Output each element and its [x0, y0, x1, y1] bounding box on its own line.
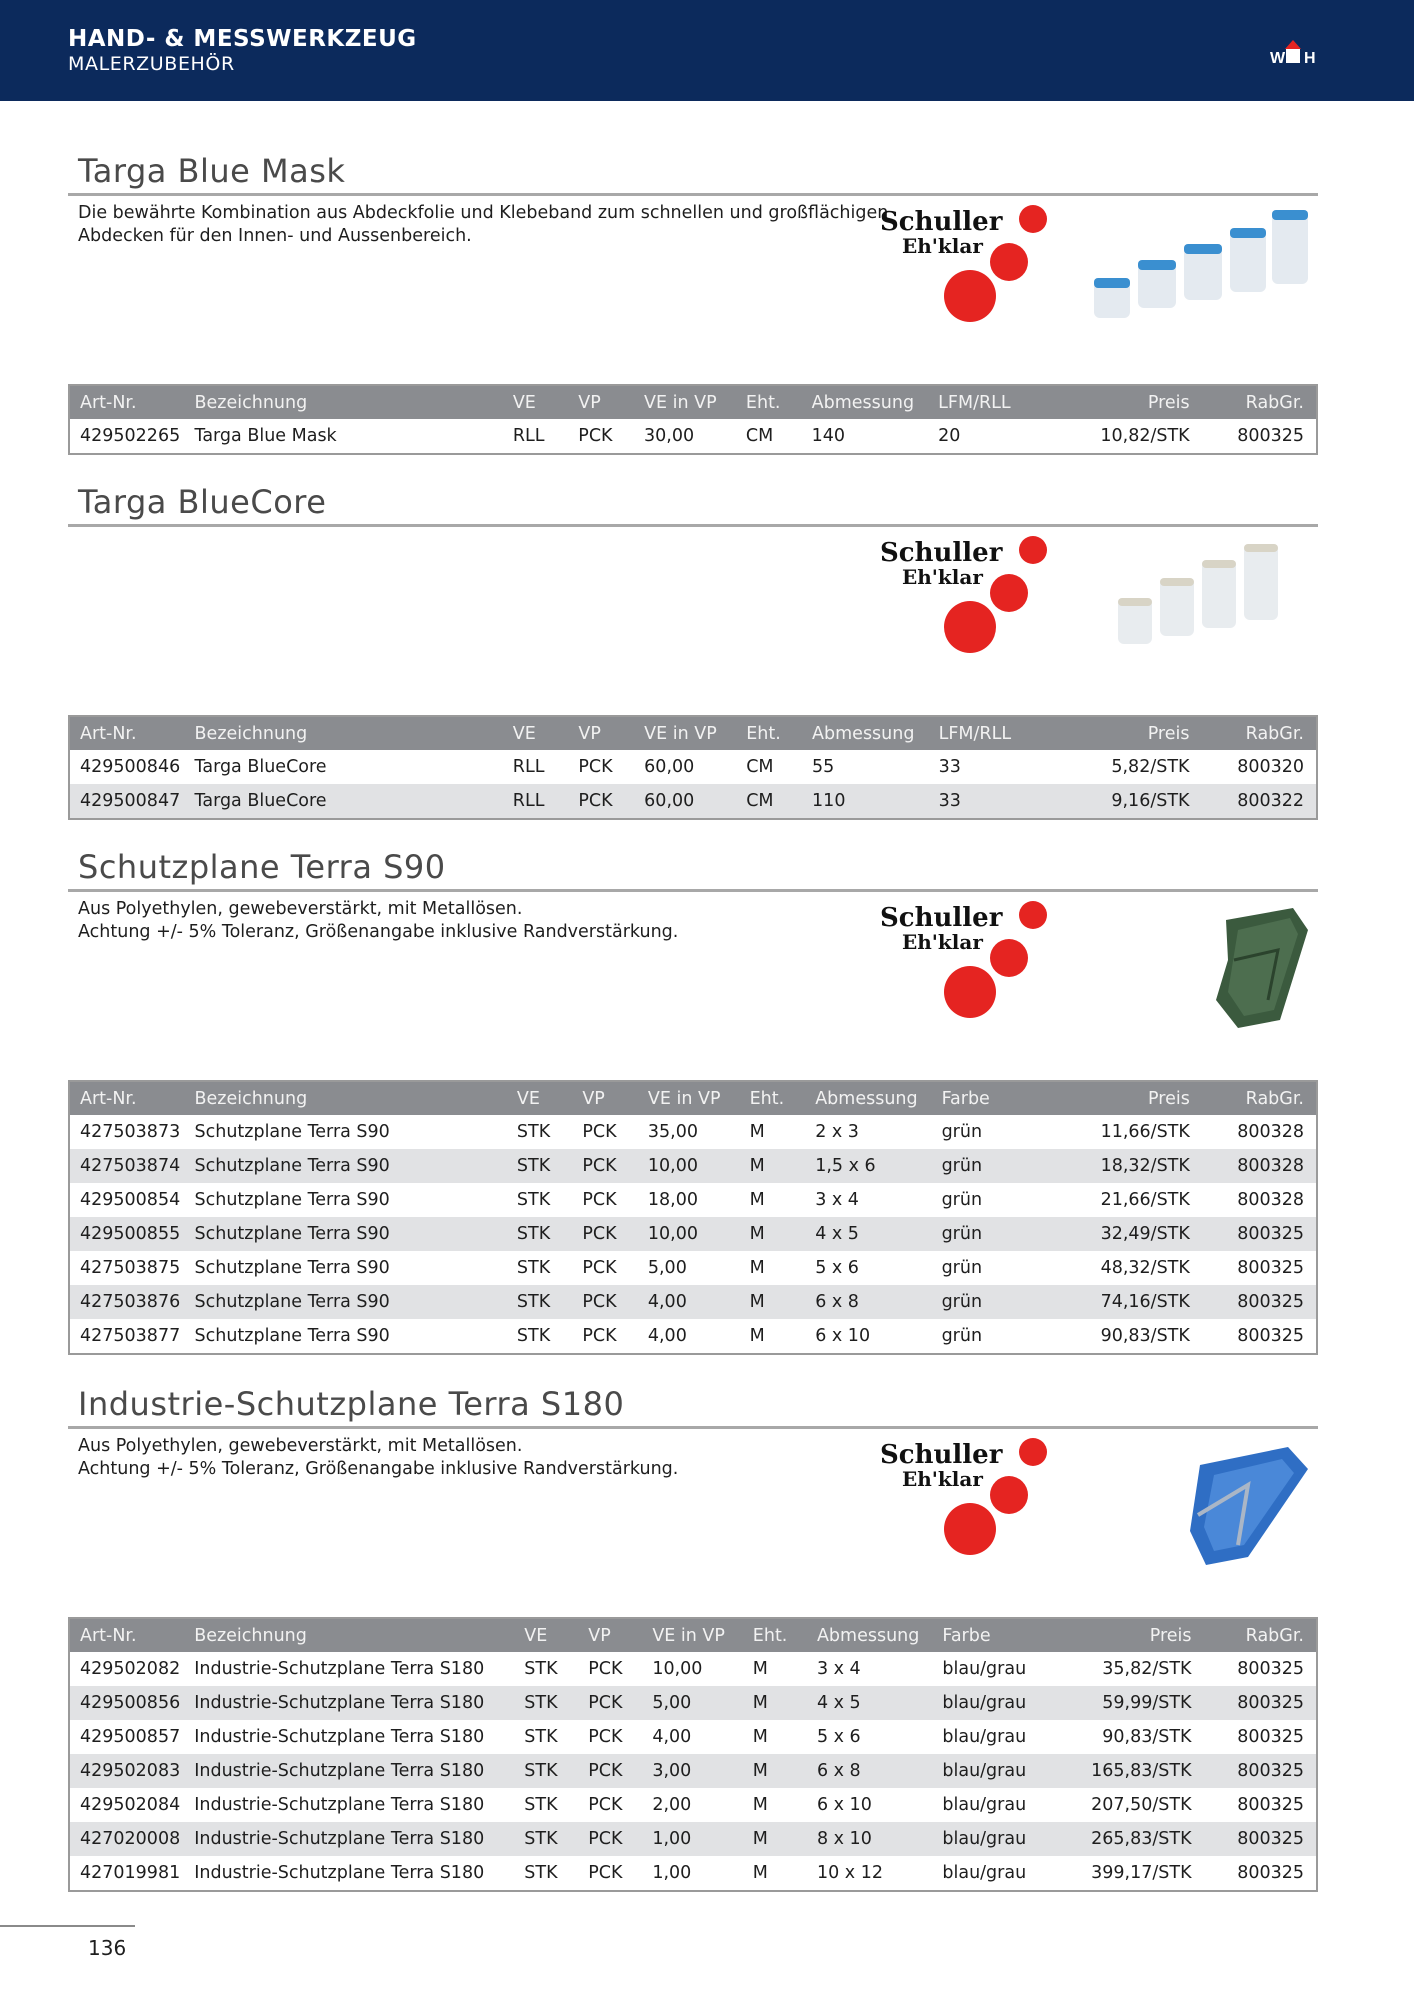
svg-text:Eh'klar: Eh'klar	[902, 234, 983, 258]
cell-art-nr: 427503875	[80, 1258, 181, 1278]
cell-vp: PCK	[568, 784, 634, 819]
cell-eht: M	[752, 1795, 768, 1815]
cell-abmessung: 6 x 10	[816, 1795, 872, 1815]
cell-ve-in-vp: 60,00	[634, 784, 736, 819]
svg-text:Schuller: Schuller	[880, 538, 1003, 568]
cell-ve-in-vp: 10,00	[638, 1149, 740, 1183]
section-title: Industrie-Schutzplane Terra S180	[78, 1385, 625, 1423]
cell-rabgr: 800325	[1237, 1659, 1304, 1679]
cell-preis: 48,32/STK	[1100, 1258, 1190, 1278]
cell-preis: 35,82/STK	[1102, 1659, 1192, 1679]
cell-lfm-rll: 20	[938, 426, 961, 446]
cell-rabgr: 800325	[1237, 1863, 1304, 1883]
cell-ve: STK	[514, 1686, 578, 1720]
cell-farbe: grün	[941, 1122, 983, 1142]
cell-ve: RLL	[512, 757, 545, 777]
column-header: Bezeichnung	[185, 716, 503, 750]
cell-art-nr: 429500855	[69, 1217, 185, 1251]
column-header: RabGr.	[1202, 385, 1317, 419]
schuller-brand-logo	[880, 533, 1050, 653]
cell-art-nr: 427503877	[80, 1326, 181, 1346]
svg-text:Schuller: Schuller	[880, 207, 1003, 237]
cell-ve-in-vp: 4,00	[638, 1285, 740, 1319]
table-row	[69, 1217, 1317, 1251]
section-title: Targa BlueCore	[78, 483, 327, 521]
column-header: Abmessung	[802, 385, 929, 419]
column-header: Bezeichnung	[185, 1081, 507, 1115]
table-row	[69, 1115, 1317, 1149]
cell-abmessung: 55	[812, 757, 835, 777]
cell-rabgr: 800328	[1202, 1149, 1317, 1183]
cell-eht: CM	[746, 757, 774, 777]
table-row	[69, 1183, 1317, 1217]
cell-ve: RLL	[503, 784, 569, 819]
cell-farbe: grün	[932, 1217, 1055, 1251]
product-image-bluecore-rolls	[1108, 538, 1308, 658]
header-subtitle: MALERZUBEHÖR	[68, 53, 235, 75]
table-row	[69, 1149, 1317, 1183]
cell-bezeichnung: Schutzplane Terra S90	[185, 1285, 507, 1319]
cell-ve-in-vp: 2,00	[652, 1795, 692, 1815]
table-header-row	[69, 385, 1317, 419]
table-row	[69, 1856, 1317, 1891]
cell-farbe: grün	[932, 1285, 1055, 1319]
cell-ve-in-vp: 1,00	[642, 1822, 742, 1856]
cell-eht: M	[752, 1863, 768, 1883]
section-title: Targa Blue Mask	[78, 152, 346, 190]
cell-rabgr: 800325	[1237, 1258, 1304, 1278]
column-header: RabGr.	[1202, 716, 1318, 750]
column-header: VE in VP	[642, 1618, 742, 1652]
cell-rabgr: 800325	[1237, 426, 1304, 446]
cell-ve: STK	[516, 1190, 551, 1210]
cell-rabgr: 800320	[1237, 757, 1304, 777]
table-row	[69, 750, 1317, 784]
column-header: LFM/RLL	[928, 385, 1053, 419]
cell-farbe: blau/grau	[942, 1727, 1027, 1747]
cell-vp: PCK	[578, 757, 613, 777]
cell-vp: PCK	[578, 1822, 642, 1856]
footer-divider	[0, 1925, 135, 1927]
cell-eht: M	[752, 1727, 768, 1747]
cell-preis: 18,32/STK	[1054, 1149, 1202, 1183]
column-header: Eht.	[736, 716, 802, 750]
cell-bezeichnung: Targa BlueCore	[185, 784, 503, 819]
section-targa-blue-mask	[68, 152, 1318, 457]
cell-ve-in-vp: 18,00	[647, 1190, 698, 1210]
cell-eht: M	[740, 1149, 806, 1183]
cell-bezeichnung: Industrie-Schutzplane Terra S180	[184, 1686, 514, 1720]
cell-abmessung: 2 x 3	[815, 1122, 859, 1142]
cell-ve: STK	[524, 1659, 558, 1679]
cell-preis: 5,82/STK	[1111, 757, 1190, 777]
cell-vp: PCK	[578, 1754, 642, 1788]
cell-art-nr: 427503873	[80, 1122, 181, 1142]
svg-text:Schuller: Schuller	[880, 903, 1003, 933]
cell-abmessung: 110	[802, 784, 929, 819]
cell-preis: 399,17/STK	[1091, 1863, 1192, 1883]
section-industrie-schutzplane-terra-s180	[68, 1385, 1318, 1900]
column-header: Art-Nr.	[69, 385, 185, 419]
description-line: Aus Polyethylen, gewebeverstärkt, mit Metallösen.	[78, 1436, 523, 1456]
column-header: VE	[507, 1081, 572, 1115]
cell-lfm-rll: 33	[929, 784, 1055, 819]
cell-art-nr: 427020008	[69, 1822, 184, 1856]
section-targa-bluecore	[68, 483, 1318, 823]
product-image-green-tarp	[1198, 900, 1313, 1035]
table-header-row	[69, 1618, 1317, 1652]
table-row	[69, 1319, 1317, 1354]
column-header: Bezeichnung	[184, 1618, 514, 1652]
section-description	[78, 202, 898, 248]
column-header: Abmessung	[805, 1081, 931, 1115]
column-header: LFM/RLL	[929, 716, 1055, 750]
cell-art-nr: 429500856	[69, 1686, 184, 1720]
cell-abmessung: 10 x 12	[816, 1863, 883, 1883]
cell-ve-in-vp: 1,00	[652, 1863, 692, 1883]
table-row	[69, 1251, 1317, 1285]
column-header: VE	[503, 385, 568, 419]
cell-ve: RLL	[512, 426, 545, 446]
cell-farbe: grün	[932, 1149, 1055, 1183]
wh-logo	[1270, 36, 1322, 66]
cell-rabgr: 800325	[1237, 1326, 1304, 1346]
cell-eht: CM	[745, 426, 774, 446]
svg-text:Eh'klar: Eh'klar	[902, 1467, 983, 1491]
cell-bezeichnung: Schutzplane Terra S90	[185, 1149, 507, 1183]
table-row	[69, 1285, 1317, 1319]
cell-abmessung: 5 x 6	[815, 1258, 859, 1278]
column-header: Preis	[1054, 385, 1202, 419]
cell-vp: PCK	[572, 1149, 638, 1183]
column-header: Farbe	[932, 1618, 1056, 1652]
cell-vp: PCK	[588, 1863, 623, 1883]
table-row	[69, 419, 1317, 454]
column-header: VP	[568, 385, 634, 419]
cell-abmessung: 6 x 8	[807, 1754, 932, 1788]
cell-eht: M	[740, 1285, 806, 1319]
cell-farbe: blau/grau	[942, 1795, 1027, 1815]
column-header: VE in VP	[638, 1081, 740, 1115]
column-header: VE	[514, 1618, 578, 1652]
cell-ve-in-vp: 10,00	[652, 1659, 703, 1679]
column-header: Bezeichnung	[185, 385, 503, 419]
cell-art-nr: 429502084	[80, 1795, 181, 1815]
cell-eht: M	[740, 1217, 806, 1251]
cell-art-nr: 429500847	[69, 784, 185, 819]
cell-lfm-rll: 33	[938, 757, 961, 777]
schuller-brand-logo	[880, 1435, 1050, 1555]
cell-bezeichnung: Industrie-Schutzplane Terra S180	[184, 1754, 514, 1788]
cell-vp: PCK	[572, 1217, 638, 1251]
cell-ve-in-vp: 35,00	[647, 1122, 698, 1142]
table-row	[69, 1754, 1317, 1788]
cell-abmessung: 6 x 10	[815, 1326, 871, 1346]
section-description	[78, 1435, 898, 1481]
cell-ve-in-vp: 5,00	[642, 1686, 742, 1720]
header-title: HAND- & MESSWERKZEUG	[68, 26, 417, 52]
description-line: Abdecken für den Innen- und Aussenbereich.	[78, 226, 472, 246]
cell-preis: 90,83/STK	[1102, 1727, 1192, 1747]
cell-art-nr: 429502082	[80, 1659, 181, 1679]
section-divider	[68, 193, 1318, 196]
cell-abmessung: 6 x 8	[805, 1285, 931, 1319]
cell-preis: 165,83/STK	[1056, 1754, 1203, 1788]
page-number: 136	[88, 1936, 127, 1960]
cell-ve: STK	[524, 1863, 558, 1883]
description-line: Achtung +/- 5% Toleranz, Größenangabe inklusive Randverstärkung.	[78, 922, 679, 942]
column-header: Art-Nr.	[69, 716, 185, 750]
cell-ve: STK	[524, 1795, 558, 1815]
cell-preis: 10,82/STK	[1100, 426, 1190, 446]
svg-text:Eh'klar: Eh'klar	[902, 930, 983, 954]
cell-ve: STK	[507, 1285, 572, 1319]
cell-rabgr: 800325	[1204, 1754, 1317, 1788]
cell-bezeichnung: Schutzplane Terra S90	[185, 1217, 507, 1251]
cell-rabgr: 800325	[1204, 1686, 1317, 1720]
product-image-blue-mask-rolls	[1088, 202, 1318, 332]
cell-bezeichnung: Industrie-Schutzplane Terra S180	[194, 1659, 485, 1679]
cell-abmessung: 1,5 x 6	[805, 1149, 931, 1183]
column-header: Abmessung	[807, 1618, 932, 1652]
column-header: VE in VP	[634, 385, 736, 419]
cell-art-nr: 427019981	[80, 1863, 181, 1883]
section-divider	[68, 524, 1318, 527]
column-header: Preis	[1056, 1618, 1203, 1652]
column-header: Farbe	[932, 1081, 1055, 1115]
cell-bezeichnung: Industrie-Schutzplane Terra S180	[194, 1863, 485, 1883]
column-header: VE in VP	[634, 716, 736, 750]
svg-text:Schuller: Schuller	[880, 1440, 1003, 1470]
column-header: VP	[578, 1618, 642, 1652]
cell-ve: STK	[524, 1727, 558, 1747]
column-header: VE	[503, 716, 569, 750]
product-table	[68, 384, 1318, 455]
cell-art-nr: 427503876	[69, 1285, 185, 1319]
cell-bezeichnung: Industrie-Schutzplane Terra S180	[194, 1795, 485, 1815]
cell-vp: PCK	[572, 1285, 638, 1319]
cell-vp: PCK	[588, 1659, 623, 1679]
cell-art-nr: 429500854	[80, 1190, 181, 1210]
cell-ve-in-vp: 30,00	[643, 426, 695, 446]
column-header: Preis	[1054, 1081, 1202, 1115]
column-header: Eht.	[736, 385, 802, 419]
cell-vp: PCK	[582, 1326, 617, 1346]
cell-vp: PCK	[578, 1686, 642, 1720]
table-row	[69, 1686, 1317, 1720]
column-header: Art-Nr.	[69, 1618, 184, 1652]
cell-rabgr: 800325	[1204, 1822, 1317, 1856]
cell-vp: PCK	[582, 1122, 617, 1142]
column-header: Abmessung	[802, 716, 929, 750]
cell-rabgr: 800328	[1237, 1190, 1304, 1210]
cell-eht: M	[749, 1190, 765, 1210]
cell-art-nr: 429500857	[80, 1727, 181, 1747]
cell-ve: STK	[514, 1754, 578, 1788]
cell-ve: STK	[516, 1326, 551, 1346]
cell-eht: M	[749, 1326, 765, 1346]
cell-farbe: blau/grau	[942, 1659, 1027, 1679]
cell-abmessung: 4 x 5	[805, 1217, 931, 1251]
cell-bezeichnung: Schutzplane Terra S90	[194, 1190, 390, 1210]
cell-bezeichnung: Targa Blue Mask	[194, 426, 337, 446]
cell-eht: M	[743, 1754, 807, 1788]
cell-art-nr: 429502083	[69, 1754, 184, 1788]
cell-farbe: grün	[941, 1190, 983, 1210]
cell-rabgr: 800328	[1237, 1122, 1304, 1142]
cell-ve: STK	[507, 1217, 572, 1251]
cell-ve: STK	[516, 1258, 551, 1278]
cell-ve-in-vp: 60,00	[644, 757, 695, 777]
section-description	[78, 898, 898, 944]
description-line: Achtung +/- 5% Toleranz, Größenangabe inklusive Randverstärkung.	[78, 1459, 679, 1479]
section-divider	[68, 1426, 1318, 1429]
product-table	[68, 1617, 1318, 1892]
cell-preis: 59,99/STK	[1056, 1686, 1203, 1720]
page-header	[0, 0, 1414, 101]
cell-art-nr: 429500846	[80, 757, 181, 777]
cell-eht: M	[743, 1686, 807, 1720]
cell-ve-in-vp: 3,00	[642, 1754, 742, 1788]
cell-farbe: blau/grau	[932, 1822, 1056, 1856]
cell-eht: M	[749, 1258, 765, 1278]
cell-vp: PCK	[582, 1258, 617, 1278]
cell-bezeichnung: Industrie-Schutzplane Terra S180	[194, 1727, 485, 1747]
svg-text:Eh'klar: Eh'klar	[902, 565, 983, 589]
table-row	[69, 1788, 1317, 1822]
cell-eht: M	[749, 1122, 765, 1142]
cell-preis: 11,66/STK	[1100, 1122, 1190, 1142]
schuller-brand-logo	[880, 202, 1050, 322]
cell-abmessung: 8 x 10	[807, 1822, 932, 1856]
cell-rabgr: 800325	[1237, 1795, 1304, 1815]
cell-ve: STK	[507, 1149, 572, 1183]
cell-abmessung: 3 x 4	[816, 1659, 861, 1679]
cell-vp: PCK	[578, 426, 613, 446]
cell-eht: M	[743, 1822, 807, 1856]
cell-bezeichnung: Targa BlueCore	[194, 757, 327, 777]
cell-bezeichnung: Industrie-Schutzplane Terra S180	[184, 1822, 514, 1856]
cell-preis: 90,83/STK	[1100, 1326, 1190, 1346]
cell-farbe: blau/grau	[942, 1863, 1027, 1883]
cell-ve: STK	[516, 1122, 551, 1142]
description-line: Aus Polyethylen, gewebeverstärkt, mit Metallösen.	[78, 899, 523, 919]
cell-ve-in-vp: 5,00	[647, 1258, 687, 1278]
table-row	[69, 1652, 1317, 1686]
cell-rabgr: 800325	[1237, 1727, 1304, 1747]
table-row	[69, 1720, 1317, 1754]
cell-preis: 207,50/STK	[1091, 1795, 1192, 1815]
product-image-blue-tarp	[1178, 1435, 1313, 1570]
cell-vp: PCK	[582, 1190, 617, 1210]
cell-preis: 21,66/STK	[1100, 1190, 1190, 1210]
cell-eht: CM	[736, 784, 802, 819]
column-header: RabGr.	[1202, 1081, 1317, 1115]
cell-bezeichnung: Schutzplane Terra S90	[194, 1326, 390, 1346]
cell-art-nr: 427503874	[69, 1149, 185, 1183]
cell-preis: 265,83/STK	[1056, 1822, 1203, 1856]
cell-rabgr: 800322	[1202, 784, 1318, 819]
column-header: VP	[568, 716, 634, 750]
cell-farbe: blau/grau	[932, 1686, 1056, 1720]
cell-eht: M	[752, 1659, 768, 1679]
cell-rabgr: 800325	[1202, 1285, 1317, 1319]
cell-farbe: blau/grau	[932, 1754, 1056, 1788]
cell-art-nr: 429502265	[80, 426, 181, 446]
cell-abmessung: 3 x 4	[815, 1190, 859, 1210]
cell-abmessung: 4 x 5	[807, 1686, 932, 1720]
cell-bezeichnung: Schutzplane Terra S90	[194, 1258, 390, 1278]
svg-text:W: W	[1270, 50, 1286, 66]
section-title: Schutzplane Terra S90	[78, 848, 446, 886]
cell-ve-in-vp: 10,00	[638, 1217, 740, 1251]
table-row	[69, 784, 1317, 819]
cell-ve-in-vp: 4,00	[652, 1727, 692, 1747]
column-header: RabGr.	[1204, 1618, 1317, 1652]
section-divider	[68, 889, 1318, 892]
table-header-row	[69, 1081, 1317, 1115]
svg-text:H: H	[1304, 50, 1316, 66]
cell-farbe: grün	[941, 1326, 983, 1346]
table-header-row	[69, 716, 1317, 750]
schuller-brand-logo	[880, 898, 1050, 1018]
product-table	[68, 715, 1318, 820]
column-header: Art-Nr.	[69, 1081, 185, 1115]
column-header: Eht.	[740, 1081, 806, 1115]
cell-preis: 32,49/STK	[1054, 1217, 1202, 1251]
cell-preis: 74,16/STK	[1054, 1285, 1202, 1319]
column-header: Eht.	[743, 1618, 807, 1652]
cell-ve-in-vp: 4,00	[647, 1326, 687, 1346]
section-schutzplane-terra-s90	[68, 848, 1318, 1363]
cell-preis: 9,16/STK	[1054, 784, 1201, 819]
column-header: Preis	[1054, 716, 1201, 750]
description-line: Die bewährte Kombination aus Abdeckfolie und Klebeband zum schnellen und großflächigen	[78, 203, 889, 223]
table-row	[69, 1822, 1317, 1856]
cell-abmessung: 5 x 6	[816, 1727, 861, 1747]
column-header: VP	[572, 1081, 638, 1115]
cell-vp: PCK	[588, 1795, 623, 1815]
cell-vp: PCK	[588, 1727, 623, 1747]
cell-ve: STK	[514, 1822, 578, 1856]
cell-abmessung: 140	[811, 426, 846, 446]
product-table	[68, 1080, 1318, 1355]
cell-rabgr: 800325	[1202, 1217, 1317, 1251]
cell-farbe: grün	[941, 1258, 983, 1278]
cell-bezeichnung: Schutzplane Terra S90	[194, 1122, 390, 1142]
